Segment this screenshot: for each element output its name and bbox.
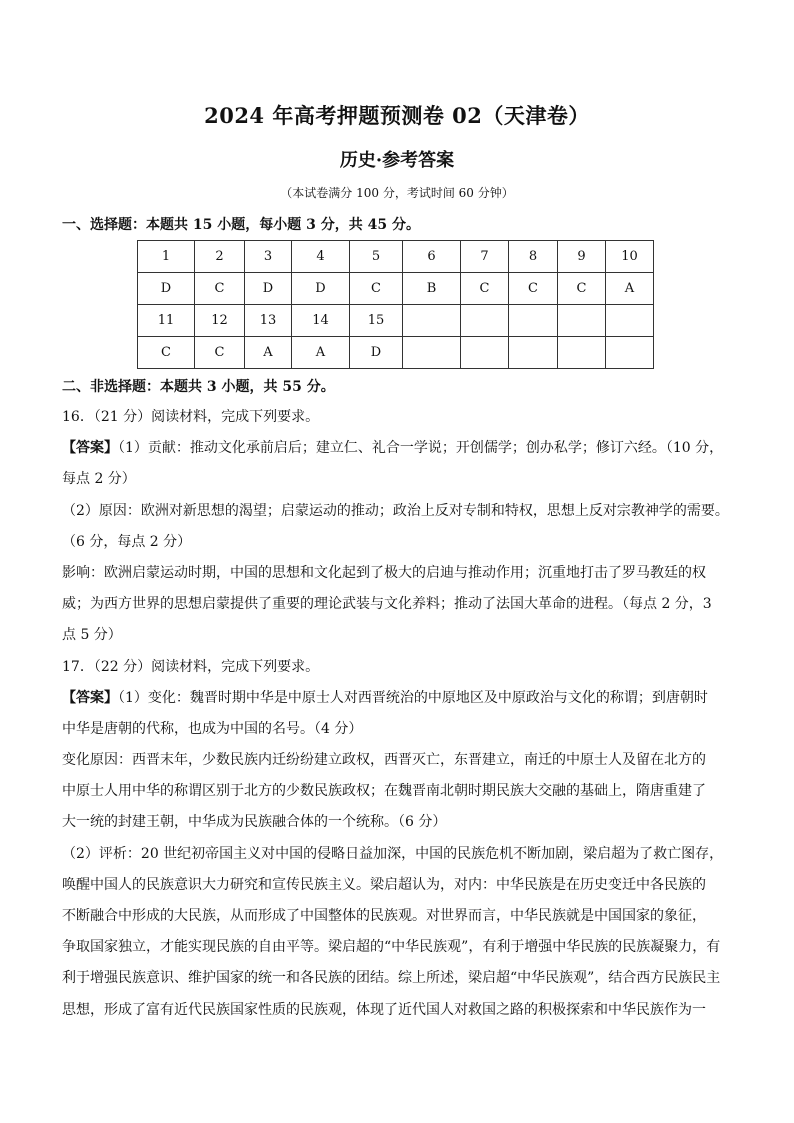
- line-text: （2）原因：欧洲对新思想的渴望；启蒙运动的推动；政治上反对专制和特权，思想上反对宗教神学的需要。: [62, 502, 729, 519]
- answer-table-cell: 8: [509, 241, 558, 273]
- answer-table-cell: D: [292, 273, 350, 305]
- answer-table-row: [138, 305, 654, 337]
- section2-heading: 二、非选择题：本题共 3 小题，共 55 分。: [62, 379, 335, 395]
- answer-table-cell: 6: [403, 241, 461, 273]
- answer-table-cell: [403, 337, 461, 369]
- line-text: （1）变化：魏晋时期中华是中原士人对西晋统治的中原地区及中原政治与文化的称谓；到唐朝时: [118, 689, 708, 706]
- line-text: 中华是唐朝的代称，也成为中国的名号。（4 分）: [62, 720, 363, 737]
- answer-table-cell: C: [461, 273, 509, 305]
- answer-tag: 【答案】: [62, 440, 118, 457]
- answer-table-cell: 5: [350, 241, 403, 273]
- text-line: [62, 776, 742, 807]
- answer-table-cell: D: [245, 273, 292, 305]
- answer-table-cell: 4: [292, 241, 350, 273]
- answer-table-cell: D: [350, 337, 403, 369]
- answer-table-row: [138, 273, 654, 305]
- text-line: [62, 496, 742, 527]
- line-text: 唤醒中国人的民族意识大力研究和宣传民族主义。梁启超认为，对内：中华民族是在历史变迁中各民族的: [62, 876, 706, 893]
- answer-table-cell: 13: [245, 305, 292, 337]
- exam-note: （本试卷满分 100 分，考试时间 60 分钟）: [280, 186, 514, 200]
- answer-table-cell: 3: [245, 241, 292, 273]
- answer-table-cell: A: [606, 273, 654, 305]
- answer-table-cell: C: [350, 273, 403, 305]
- text-line: [62, 527, 742, 558]
- text-line: [62, 683, 742, 714]
- answer-table-cell: 7: [461, 241, 509, 273]
- line-text: 每点 2 分）: [62, 471, 136, 488]
- answer-table-cell: 15: [350, 305, 403, 337]
- answer-table-cell: [606, 305, 654, 337]
- answer-text-body: [62, 402, 742, 1026]
- line-text: 争取国家独立，才能实现民族的自由平等。梁启超的“中华民族观”，有利于增强中华民族的民族凝聚力，有: [62, 939, 721, 956]
- answer-table-cell: C: [509, 273, 558, 305]
- document-title: 2024 年高考押题预测卷 02（天津卷）: [204, 103, 590, 128]
- text-line: [62, 558, 742, 589]
- text-line: [62, 464, 742, 495]
- answer-table-cell: 9: [558, 241, 606, 273]
- text-line: [62, 870, 742, 901]
- answer-table-row: [138, 241, 654, 273]
- answer-table-cell: [403, 305, 461, 337]
- text-line: [62, 963, 742, 994]
- answer-table-cell: 12: [195, 305, 245, 337]
- line-text: 大一统的封建王朝，中华成为民族融合体的一个统称。（6 分）: [62, 814, 447, 831]
- text-line: [62, 402, 742, 433]
- line-text: 点 5 分）: [62, 627, 122, 644]
- answer-table-cell: [558, 305, 606, 337]
- answer-table-cell: 2: [195, 241, 245, 273]
- text-line: [62, 932, 742, 963]
- document-subtitle: 历史·参考答案: [339, 150, 455, 171]
- answer-table-cell: [509, 337, 558, 369]
- answer-table-cell: [509, 305, 558, 337]
- answer-table-cell: C: [558, 273, 606, 305]
- answer-table-cell: 11: [138, 305, 195, 337]
- line-text: （1）贡献：推动文化承前启后；建立仁、礼合一学说；开创儒学；创办私学；修订六经。（10 分，: [118, 440, 724, 457]
- line-text: （2）评析：20 世纪初帝国主义对中国的侵略日益加深，中国的民族危机不断加剧，梁启超为了救亡图存，: [62, 845, 724, 862]
- line-text: 16．（21 分）阅读材料，完成下列要求。: [62, 409, 320, 425]
- line-text: 威；为西方世界的思想启蒙提供了重要的理论武装与文化养料；推动了法国大革命的进程。（每点 2 分，3: [62, 596, 712, 613]
- line-text: 影响：欧洲启蒙运动时期，中国的思想和文化起到了极大的启迪与推动作用；沉重地打击了罗马教廷的权: [62, 564, 706, 581]
- answer-table-cell: C: [195, 337, 245, 369]
- answer-table-cell: D: [138, 273, 195, 305]
- line-text: 中原士人用中华的称谓区别于北方的少数民族政权；在魏晋南北朝时期民族大交融的基础上，隋唐重建了: [62, 783, 706, 800]
- answer-tag: 【答案】: [62, 689, 118, 706]
- answer-table-cell: 14: [292, 305, 350, 337]
- line-text: 利于增强民族意识、维护国家的统一和各民族的团结。综上所述，梁启超“中华民族观”，结合西方民族民主: [62, 970, 721, 987]
- line-text: 17．（22 分）阅读材料，完成下列要求。: [62, 658, 320, 675]
- line-text: （6 分，每点 2 分）: [62, 533, 192, 550]
- text-line: [62, 995, 742, 1026]
- answer-table-cell: [461, 305, 509, 337]
- line-text: 变化原因：西晋末年，少数民族内迁纷纷建立政权，西晋灭亡，东晋建立，南迁的中原士人及留在北方的: [62, 752, 706, 769]
- text-line: [62, 745, 742, 776]
- text-line: [62, 901, 742, 932]
- answer-table-cell: B: [403, 273, 461, 305]
- section1-heading: 一、选择题：本题共 15 小题，每小题 3 分，共 45 分。: [62, 217, 420, 233]
- answer-table-row: [138, 337, 654, 369]
- text-line: [62, 433, 742, 464]
- answer-table-cell: [606, 337, 654, 369]
- line-text: 不断融合中形成的大民族，从而形成了中国整体的民族观。对世界而言，中华民族就是中国国家的象征，: [62, 908, 706, 924]
- answer-table-cell: A: [292, 337, 350, 369]
- text-line: [62, 807, 742, 838]
- line-text: 思想，形成了富有近代民族国家性质的民族观，体现了近代国人对救国之路的积极探索和中华民族作为一: [62, 1001, 706, 1018]
- text-line: [62, 839, 742, 870]
- text-line: [62, 714, 742, 745]
- text-line: [62, 652, 742, 683]
- answer-table-cell: [461, 337, 509, 369]
- answer-table: [137, 240, 654, 369]
- answer-table-cell: [558, 337, 606, 369]
- answer-table-cell: C: [195, 273, 245, 305]
- answer-table-cell: A: [245, 337, 292, 369]
- answer-table-cell: C: [138, 337, 195, 369]
- answer-table-cell: 1: [138, 241, 195, 273]
- text-line: [62, 589, 742, 620]
- answer-table-cell: 10: [606, 241, 654, 273]
- text-line: [62, 620, 742, 651]
